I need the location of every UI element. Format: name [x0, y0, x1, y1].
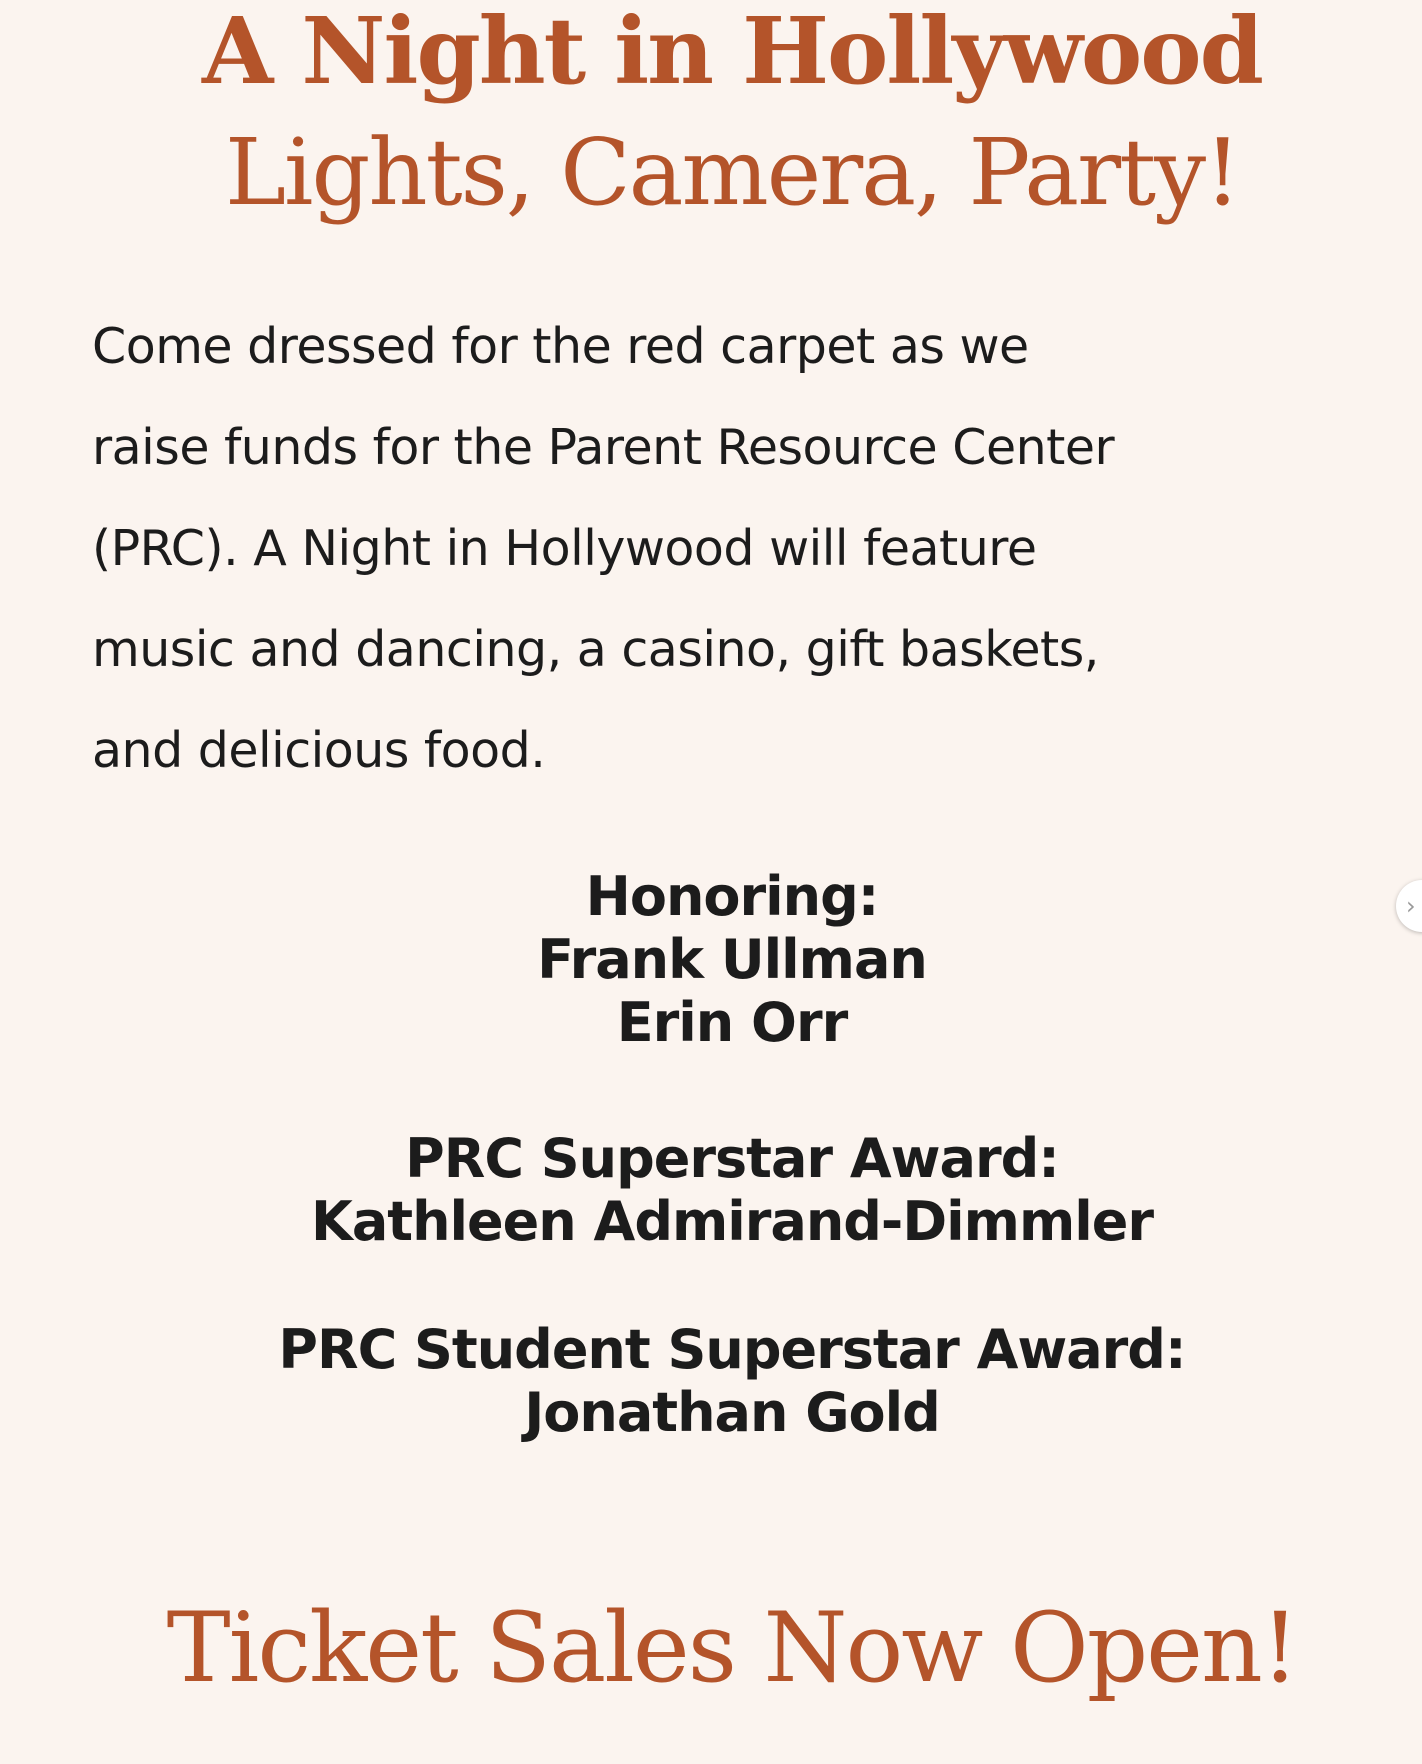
honoring-heading: Honoring: — [585, 865, 879, 928]
student-superstar-award-heading: PRC Student Superstar Award: — [278, 1318, 1186, 1381]
ticket-sales-banner: Ticket Sales Now Open! — [166, 1592, 1298, 1704]
honoring-section — [0, 865, 1422, 1054]
description-line: (PRC). A Night in Hollywood will feature — [92, 520, 1037, 577]
superstar-award-heading: PRC Superstar Award: — [405, 1127, 1059, 1190]
chevron-right-icon: › — [1406, 892, 1416, 920]
event-description — [92, 296, 1352, 801]
event-title: A Night in Hollywood — [202, 0, 1262, 105]
superstar-award-name: Kathleen Admirand-Dimmler — [311, 1190, 1153, 1253]
description-line: raise funds for the Parent Resource Center — [92, 419, 1115, 476]
student-superstar-award-section — [0, 1318, 1422, 1444]
superstar-award-section — [0, 1127, 1422, 1253]
description-line: and delicious food. — [92, 722, 546, 779]
honoree-name: Erin Orr — [616, 991, 848, 1054]
student-superstar-award-name: Jonathan Gold — [524, 1381, 940, 1444]
honoree-name: Frank Ullman — [537, 928, 927, 991]
description-line: Come dressed for the red carpet as we — [92, 318, 1029, 375]
description-line: music and dancing, a casino, gift baskets, — [92, 621, 1099, 678]
event-tagline: Lights, Camera, Party! — [224, 119, 1240, 226]
